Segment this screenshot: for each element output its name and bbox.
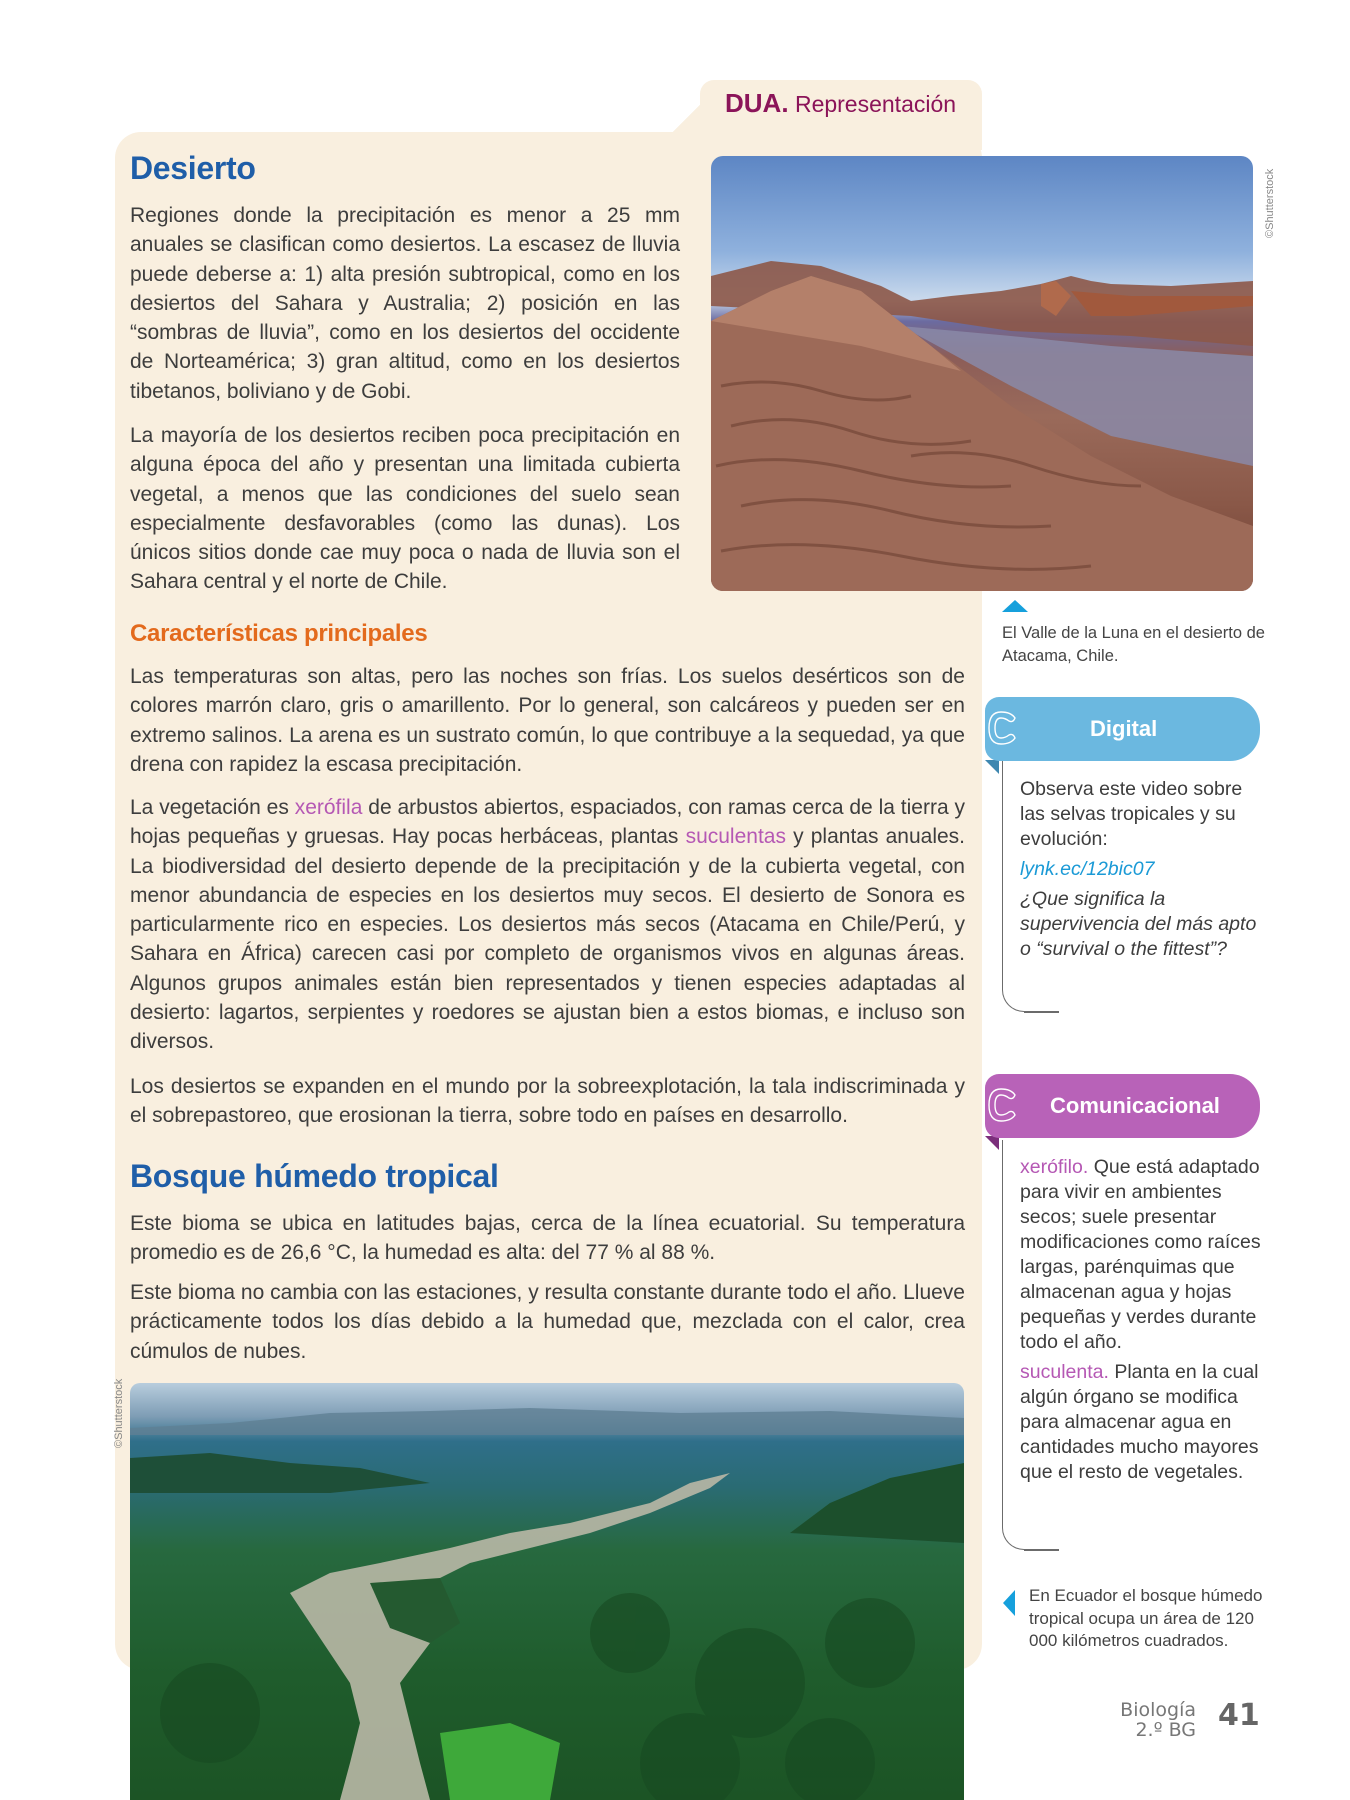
subsection-title-caracteristicas: Características principales: [130, 620, 428, 647]
glossary-definition: Que está adaptado para vivir en ambientes secos; suele presentar modificaciones como raíces largas, parénquimas que almacenan agua y hojas pequeñas y verdes durante todo el año.: [1020, 1156, 1261, 1353]
rainforest-paragraph-2: Este bioma no cambia con las estaciones, y resulta constante durante todo el año. Llueve prácticamente todos los días debido a la humedad que, mezclada con el calor, crea cúmulos de nubes.: [130, 1281, 965, 1363]
footer-subject: [1100, 1700, 1196, 1740]
text-run: La vegetación es: [130, 796, 295, 819]
dua-label: [725, 88, 956, 119]
glossary-entry-xerofilo: [1020, 1155, 1265, 1355]
rainforest-paragraph-1: Este bioma se ubica en latitudes bajas, cerca de la línea ecuatorial. Su temperatura promedio es de 26,6 °C, la humedad es alta: del 77 % al 88 %.: [130, 1212, 965, 1265]
footer-grade: 2.º BG: [1135, 1719, 1196, 1741]
desert-photo: [711, 156, 1253, 591]
desert-photo-credit: ©Shutterstock: [1264, 168, 1276, 238]
caption-arrow-icon: [1002, 600, 1028, 612]
desert-paragraph-1: Regiones donde la precipitación es menor a 25 mm anuales se clasifican como desiertos. La escasez de lluvia puede deberse a: 1) alta presión subtropical, como en los desiertos del Sahara y Australia; 2) posición en las “sombras de lluvia”, como en los desiertos del occidente de Norteamérica; 3) gran altitud, como en los desiertos tibetanos, boliviano y de Gobi.: [130, 204, 680, 403]
note-arrow-icon: [1003, 1590, 1015, 1616]
glossary-entry-suculenta: [1020, 1360, 1265, 1485]
text-run: y plantas anuales. La biodiversidad del desierto depende de la precipitación y de la cubierta vegetal, con menor abundancia de especies en los desiertos muy secos. El desierto de Sonora es particularmente rico en especies. Los desiertos más secos (Atacama en Chile/Perú, y Sahara en África) carecen casi por completo de organismos vivos en algunas áreas. Algunos grupos animales están bien representados y tienen especies adaptadas al desierto: lagartos, serpientes y roedores se ajustan bien a estos biomas, e incluso son diversos.: [130, 825, 965, 1054]
footer-subject-name: Biología: [1120, 1699, 1196, 1721]
digital-link[interactable]: lynk.ec/12bic07: [1020, 858, 1155, 880]
glossary-term: suculenta.: [1020, 1361, 1109, 1383]
page-number: 41: [1218, 1698, 1260, 1733]
dua-prefix: DUA.: [725, 88, 789, 118]
comunicacional-box-bottom: [1024, 1549, 1059, 1551]
digital-content: [1020, 777, 1265, 962]
connector-c-icon: [985, 708, 1025, 748]
digital-tag-label: Digital: [1090, 716, 1158, 741]
forest-area-note: En Ecuador el bosque húmedo tropical ocupa un área de 120 000 kilómetros cuadrados.: [1029, 1586, 1263, 1650]
section-title-bosque: Bosque húmedo tropical: [130, 1158, 499, 1194]
rainforest-photo-illustration: [130, 1383, 964, 1800]
digital-tag-fold: [985, 760, 999, 774]
digital-box-bottom: [1024, 1011, 1059, 1013]
glossary: [1020, 1155, 1265, 1485]
desert-photo-illustration: [711, 156, 1253, 591]
connector-c-icon: [985, 1085, 1025, 1125]
section-title-desierto: Desierto: [130, 150, 256, 186]
characteristics-paragraph-2: [130, 793, 965, 1057]
digital-tag: [985, 697, 1260, 761]
text-run: de arbustos abiertos, espaciados, con ramas cerca de la tierra y hojas pequeñas y gruesas. Hay pocas herbáceas, plantas: [130, 796, 965, 849]
glossary-definition: Planta en la cual algún órgano se modifica para almacenar agua en cantidades mucho mayores que el resto de vegetales.: [1020, 1361, 1259, 1483]
characteristics-paragraph-3: Los desiertos se expanden en el mundo por la sobreexplotación, la tala indiscriminada y el sobrepastoreo, que erosionan la tierra, sobre todo en países en desarrollo.: [130, 1075, 965, 1128]
digital-question: ¿Que significa la supervivencia del más apto o “survival o the fittest”?: [1020, 888, 1257, 960]
comunicacional-tag-label: Comunicacional: [1050, 1093, 1220, 1118]
keyword-suculentas[interactable]: suculentas: [685, 825, 786, 849]
keyword-xerofila[interactable]: xerófila: [294, 796, 363, 819]
characteristics-paragraph-1: Las temperaturas son altas, pero las noches son frías. Los suelos desérticos son de colores marrón claro, gris o amarillento. Por lo general, son calcáreos y pueden ser en extremo salinos. La arena es un sustrato común, lo que contribuye a la sequedad, ya que drena con rapidez la escasa precipitación.: [130, 665, 965, 776]
dua-type: Representación: [794, 91, 957, 117]
desert-photo-caption: El Valle de la Luna en el desierto de Atacama, Chile.: [1002, 624, 1265, 665]
digital-text: Observa este video sobre las selvas tropicales y su evolución:: [1020, 778, 1243, 850]
glossary-term: xerófilo.: [1020, 1156, 1089, 1178]
rainforest-photo-credit: ©Shutterstock: [113, 1378, 125, 1448]
comunicacional-tag: [985, 1074, 1260, 1138]
comunicacional-tag-fold: [985, 1136, 999, 1150]
desert-paragraph-2: La mayoría de los desiertos reciben poca precipitación en alguna época del año y presentan una limitada cubierta vegetal, a menos que las condiciones del suelo sean especialmente desfavorables (como las dunas). Los únicos sitios donde cae muy poca o nada de lluvia son el Sahara central y el norte de Chile.: [130, 424, 680, 594]
rainforest-photo: [130, 1383, 964, 1800]
